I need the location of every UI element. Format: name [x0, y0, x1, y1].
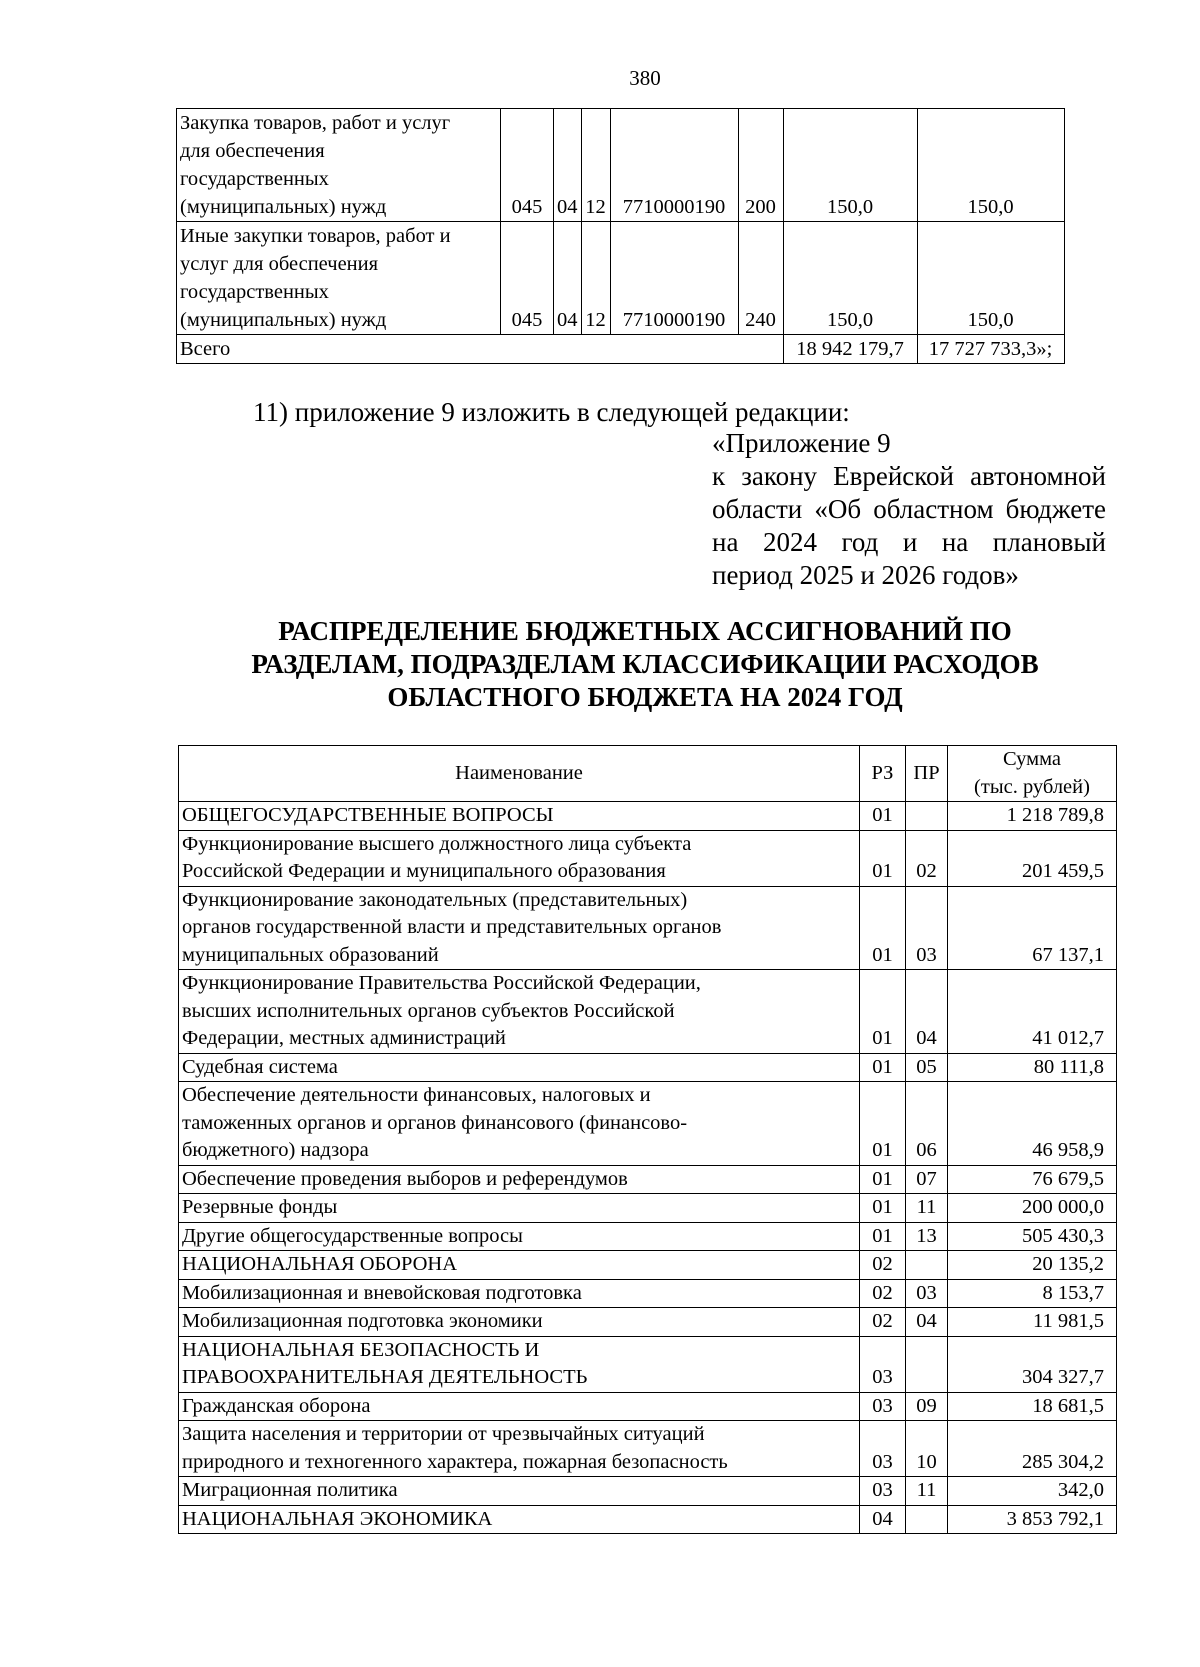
section-code: 03: [860, 1392, 906, 1421]
document-title: [175, 615, 1115, 714]
budget-allocation-table: [178, 745, 1117, 1534]
expense-type-code: 200: [738, 109, 783, 222]
row-name-line: Другие общегосударственные вопросы: [182, 1224, 523, 1247]
amount: 1 218 789,8: [948, 802, 1117, 831]
table-row: [179, 1308, 1117, 1337]
amount: 304 327,7: [948, 1336, 1117, 1392]
amendment-instruction: 11) приложение 9 изложить в следующей редакции:: [253, 397, 850, 427]
title-line: ОБЛАСТНОГО БЮДЖЕТА НА 2024 ГОД: [387, 682, 903, 712]
total-amount-2025: 18 942 179,7: [783, 335, 917, 364]
section-code: 01: [860, 886, 906, 970]
table-row: [179, 1477, 1117, 1506]
section-code: 01: [860, 1053, 906, 1082]
row-name: [179, 1505, 860, 1534]
amount: 3 853 792,1: [948, 1505, 1117, 1534]
table-row: [179, 802, 1117, 831]
row-name: [179, 802, 860, 831]
row-name-line: (муниципальных) нужд: [180, 196, 387, 218]
subsection-code: [906, 1251, 948, 1280]
amount: 80 111,8: [948, 1053, 1117, 1082]
section-code: 01: [860, 830, 906, 886]
section-code: 02: [860, 1251, 906, 1280]
section-code: 01: [860, 970, 906, 1054]
amount: 200 000,0: [948, 1194, 1117, 1223]
row-name-line: Обеспечение деятельности финансовых, налоговых и: [182, 1084, 651, 1106]
amount-2025: 150,0: [783, 109, 917, 222]
amount: 8 153,7: [948, 1279, 1117, 1308]
table-header-row: [179, 746, 1117, 802]
amount-2025: 150,0: [783, 222, 917, 335]
section-code: 04: [860, 1505, 906, 1534]
appendix-line: на 2024 год и на плановый: [712, 527, 1106, 557]
table-row: [179, 1336, 1117, 1392]
row-name-line: Резервные фонды: [182, 1196, 338, 1218]
amount: 67 137,1: [948, 886, 1117, 970]
amount: 41 012,7: [948, 970, 1117, 1054]
subsection-code: 12: [581, 109, 610, 222]
row-name: [179, 1165, 860, 1194]
row-name-line: НАЦИОНАЛЬНАЯ БЕЗОПАСНОСТЬ И: [182, 1338, 540, 1361]
table-row: [179, 830, 1117, 886]
title-line: РАЗДЕЛАМ, ПОДРАЗДЕЛАМ КЛАССИФИКАЦИИ РАСХОДОВ: [251, 649, 1039, 679]
row-name-line: Функционирование Правительства Российской Федерации,: [182, 972, 701, 994]
appendix-line: к закону Еврейской автономной: [712, 461, 1106, 491]
row-name: [179, 970, 860, 1054]
row-name: [179, 1421, 860, 1477]
row-name-line: Функционирование высшего должностного лица субъекта: [182, 832, 692, 855]
row-name: [179, 1477, 860, 1506]
row-name: [177, 109, 501, 222]
amount: 20 135,2: [948, 1251, 1117, 1280]
subsection-code: [906, 1336, 948, 1392]
subsection-code: [906, 1505, 948, 1534]
amount: 11 981,5: [948, 1308, 1117, 1337]
row-name: [179, 1308, 860, 1337]
header-name: Наименование: [179, 746, 860, 802]
appendix-line: период 2025 и 2026 годов»: [712, 560, 1019, 590]
table-row: [179, 1251, 1117, 1280]
table-row: [179, 1222, 1117, 1251]
row-name-line: Мобилизационная и вневойсковая подготовка: [182, 1281, 582, 1304]
page-number: 380: [629, 66, 661, 90]
row-name: [179, 886, 860, 970]
row-name-line: Судебная система: [182, 1055, 338, 1078]
table-row: [179, 1392, 1117, 1421]
subsection-code: 05: [906, 1053, 948, 1082]
target-article-code: 7710000190: [610, 109, 738, 222]
row-name: [179, 1279, 860, 1308]
section-code: 01: [860, 802, 906, 831]
section-code: 02: [860, 1279, 906, 1308]
section-code: 04: [554, 109, 582, 222]
section-code: 01: [860, 1082, 906, 1166]
row-name: [179, 1053, 860, 1082]
row-name-line: природного и техногенного характера, пожарная безопасность: [182, 1450, 728, 1473]
subsection-code: 13: [906, 1222, 948, 1251]
row-name: [179, 830, 860, 886]
amount: 18 681,5: [948, 1392, 1117, 1421]
row-name-line: Функционирование законодательных (представительных): [182, 888, 688, 911]
subsection-code: 11: [906, 1194, 948, 1223]
row-name-line: НАЦИОНАЛЬНАЯ ЭКОНОМИКА: [182, 1507, 493, 1530]
row-name-line: Защита населения и территории от чрезвычайных ситуаций: [182, 1423, 705, 1445]
subsection-code: 04: [906, 1308, 948, 1337]
row-name-line: ОБЩЕГОСУДАРСТВЕННЫЕ ВОПРОСЫ: [182, 804, 554, 826]
ministry-code: 045: [501, 222, 554, 335]
row-name: [179, 1392, 860, 1421]
section-code: 04: [554, 222, 582, 335]
table-row: [179, 886, 1117, 970]
header-sum: [948, 746, 1117, 802]
appendix-note: [712, 427, 1106, 592]
row-name-line: Российской Федерации и муниципального образования: [182, 860, 666, 882]
table-row: [179, 1165, 1117, 1194]
header-pr: ПР: [906, 746, 948, 802]
amount: 46 958,9: [948, 1082, 1117, 1166]
table-row: [177, 222, 1065, 335]
row-name-line: Иные закупки товаров, работ и: [180, 225, 451, 247]
amount: 285 304,2: [948, 1421, 1117, 1477]
table-row: [177, 109, 1065, 222]
header-sum-line: Сумма: [1002, 748, 1062, 770]
subsection-code: 04: [906, 970, 948, 1054]
total-amount-2026: 17 727 733,3»;: [917, 335, 1064, 364]
section-code: 03: [860, 1336, 906, 1392]
row-name-line: для обеспечения: [180, 140, 325, 162]
table-row: [179, 1082, 1117, 1166]
row-name-line: Закупка товаров, работ и услуг: [180, 112, 451, 134]
subsection-code: 10: [906, 1421, 948, 1477]
section-code: 03: [860, 1421, 906, 1477]
row-name-line: ПРАВООХРАНИТЕЛЬНАЯ ДЕЯТЕЛЬНОСТЬ: [182, 1366, 588, 1388]
row-name: [177, 222, 501, 335]
subsection-code: 02: [906, 830, 948, 886]
row-name-line: Федерации, местных администраций: [182, 1027, 506, 1049]
total-row: [177, 335, 1065, 364]
row-name-line: таможенных органов и органов финансового (финансово-: [182, 1111, 688, 1134]
table-row: [179, 970, 1117, 1054]
table-row: [179, 1053, 1117, 1082]
row-name: [179, 1222, 860, 1251]
target-article-code: 7710000190: [610, 222, 738, 335]
appendix-line: области «Об областном бюджете: [712, 494, 1106, 524]
section-code: 01: [860, 1165, 906, 1194]
row-name-line: НАЦИОНАЛЬНАЯ ОБОРОНА: [182, 1253, 458, 1275]
amount: 342,0: [948, 1477, 1117, 1506]
row-name-line: Мобилизационная подготовка экономики: [182, 1310, 543, 1332]
row-name-line: органов государственной власти и представительных органов: [182, 916, 722, 938]
section-code: 02: [860, 1308, 906, 1337]
subsection-code: 12: [581, 222, 610, 335]
subsection-code: 09: [906, 1392, 948, 1421]
row-name-line: Обеспечение проведения выборов и референдумов: [182, 1167, 628, 1190]
amount: 505 430,3: [948, 1222, 1117, 1251]
row-name-line: Миграционная политика: [182, 1479, 398, 1501]
row-name-line: государственных: [180, 281, 329, 303]
amount-2026: 150,0: [917, 109, 1064, 222]
row-name-line: муниципальных образований: [182, 943, 439, 966]
expenditure-continuation-table: [176, 108, 1065, 364]
total-label: Всего: [177, 335, 784, 364]
row-name-line: высших исполнительных органов субъектов Российской: [182, 999, 675, 1022]
subsection-code: [906, 802, 948, 831]
row-name-line: государственных: [180, 168, 329, 190]
table-row: [179, 1421, 1117, 1477]
header-sum-unit: (тыс. рублей): [974, 775, 1090, 798]
row-name: [179, 1082, 860, 1166]
header-rz: РЗ: [860, 746, 906, 802]
row-name-line: Гражданская оборона: [182, 1394, 371, 1417]
row-name-line: услуг для обеспечения: [180, 253, 379, 275]
row-name-line: бюджетного) надзора: [182, 1139, 369, 1161]
subsection-code: 06: [906, 1082, 948, 1166]
table-row: [179, 1505, 1117, 1534]
amount-2026: 150,0: [917, 222, 1064, 335]
title-line: РАСПРЕДЕЛЕНИЕ БЮДЖЕТНЫХ АССИГНОВАНИЙ ПО: [278, 616, 1012, 646]
section-code: 01: [860, 1222, 906, 1251]
subsection-code: 03: [906, 1279, 948, 1308]
row-name: [179, 1336, 860, 1392]
subsection-code: 03: [906, 886, 948, 970]
ministry-code: 045: [501, 109, 554, 222]
row-name-line: (муниципальных) нужд: [180, 309, 387, 331]
amount: 76 679,5: [948, 1165, 1117, 1194]
amount: 201 459,5: [948, 830, 1117, 886]
section-code: 01: [860, 1194, 906, 1223]
table-row: [179, 1194, 1117, 1223]
expense-type-code: 240: [738, 222, 783, 335]
row-name: [179, 1251, 860, 1280]
subsection-code: 11: [906, 1477, 948, 1506]
table-row: [179, 1279, 1117, 1308]
subsection-code: 07: [906, 1165, 948, 1194]
row-name: [179, 1194, 860, 1223]
appendix-line: «Приложение 9: [712, 428, 891, 458]
section-code: 03: [860, 1477, 906, 1506]
